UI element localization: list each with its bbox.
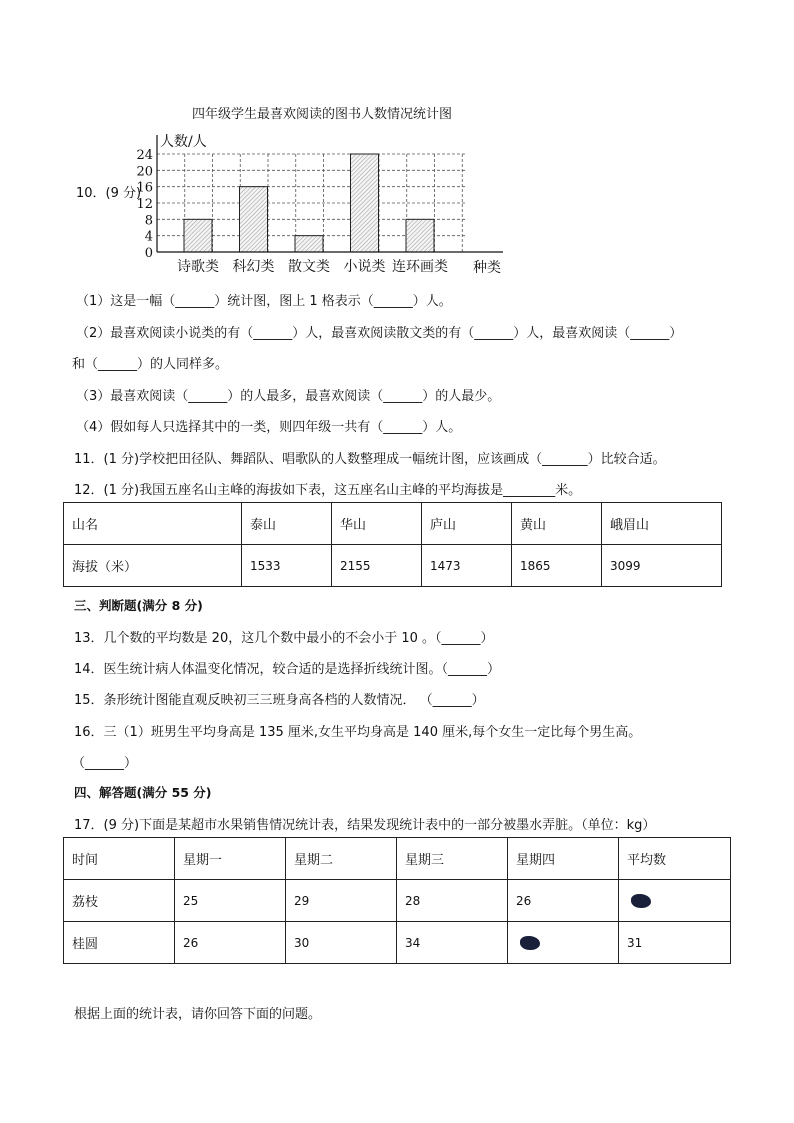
q17-text: 17．(9 分)下面是某超市水果销售情况统计表，结果发现统计表中的一部分被墨水弄脏。（单位：kg） bbox=[74, 818, 656, 833]
table-cell: 星期三 bbox=[397, 838, 508, 880]
q10-sub4: （4）假如每人只选择其中的一类，则四年级一共有（______）人。 bbox=[76, 420, 462, 435]
table-cell: 星期二 bbox=[286, 838, 397, 880]
table-cell: 2155 bbox=[332, 545, 422, 587]
category-label: 诗歌类 bbox=[177, 259, 219, 275]
section-4-heading: 四、解答题(满分 55 分) bbox=[74, 785, 212, 800]
table-row bbox=[64, 922, 731, 964]
table-cell: 28 bbox=[397, 880, 508, 922]
q11: 11．(1 分)学校把田径队、舞蹈队、唱歌队的人数整理成一幅统计图，应该画成（_______）比较合适。 bbox=[74, 452, 666, 467]
y-tick-label: 16 bbox=[136, 180, 153, 196]
chart-ylabel: 人数/人 bbox=[160, 134, 207, 150]
q16-line2: （______） bbox=[72, 756, 138, 771]
chart-category-labels bbox=[177, 258, 448, 275]
q14: 14．医生统计病人体温变化情况，较合适的是选择折线统计图。（______） bbox=[74, 662, 501, 677]
q16-line1: 16．三（1）班男生平均身高是 135 厘米,女生平均身高是 140 厘米,每个女生一定比每个男生高。 bbox=[74, 725, 642, 740]
q12-text: 12．(1 分)我国五座名山主峰的海拔如下表，这五座名山主峰的平均海拔是________米。 bbox=[74, 483, 582, 498]
y-tick-label: 20 bbox=[136, 164, 153, 180]
table-cell: 庐山 bbox=[422, 503, 512, 545]
y-tick-label: 4 bbox=[144, 229, 153, 245]
bar-诗歌类 bbox=[184, 219, 212, 252]
chart-tick-labels bbox=[136, 148, 153, 261]
ink-blot-icon bbox=[631, 894, 651, 908]
q10-sub1: （1）这是一幅（______）统计图，图上 1 格表示（______）人。 bbox=[76, 294, 452, 309]
table-cell: 星期一 bbox=[175, 838, 286, 880]
table-cell: 3099 bbox=[602, 545, 722, 587]
y-tick-label: 0 bbox=[144, 246, 153, 261]
category-label: 小说类 bbox=[343, 259, 386, 275]
q15: 15．条形统计图能直观反映初三三班身高各档的人数情况． （______） bbox=[74, 693, 485, 708]
table-cell: 34 bbox=[397, 922, 508, 964]
table-cell: 29 bbox=[286, 880, 397, 922]
table-cell: 26 bbox=[175, 922, 286, 964]
category-label: 连环画类 bbox=[392, 259, 448, 275]
q10-number: 10．(9 分) bbox=[76, 186, 142, 201]
y-tick-label: 12 bbox=[136, 197, 153, 212]
table-cell: 1533 bbox=[242, 545, 332, 587]
table-cell: 1473 bbox=[422, 545, 512, 587]
q10-sub2a: （2）最喜欢阅读小说类的有（______）人，最喜欢阅读散文类的有（______）人，最喜欢阅读（______） bbox=[76, 326, 683, 341]
table-cell: 峨眉山 bbox=[602, 503, 722, 545]
table-cell: 平均数 bbox=[619, 838, 731, 880]
table-cell: 1865 bbox=[512, 545, 602, 587]
fruit-sales-table bbox=[63, 837, 731, 964]
bar-科幻类 bbox=[240, 187, 268, 252]
table-cell: 25 bbox=[175, 880, 286, 922]
table-cell: 山名 bbox=[64, 503, 242, 545]
table-cell: 海拔（米） bbox=[64, 545, 242, 587]
y-tick-label: 8 bbox=[144, 213, 153, 229]
y-tick-label: 24 bbox=[136, 148, 153, 163]
q13: 13．几个数的平均数是 20，这几个数中最小的不会小于 10 。（______） bbox=[74, 631, 494, 646]
table-cell: 泰山 bbox=[242, 503, 332, 545]
bar-连环画类 bbox=[406, 219, 434, 252]
table-row bbox=[64, 838, 731, 880]
q17-after-text: 根据上面的统计表，请你回答下面的问题。 bbox=[74, 1007, 322, 1022]
table-cell: 桂圆 bbox=[64, 922, 175, 964]
table-cell bbox=[619, 880, 731, 922]
table-cell: 26 bbox=[508, 880, 619, 922]
ink-blot-icon bbox=[520, 936, 540, 950]
table-cell: 30 bbox=[286, 922, 397, 964]
table-row bbox=[64, 880, 731, 922]
chart-title: 四年级学生最喜欢阅读的图书人数情况统计图 bbox=[191, 107, 453, 122]
table-cell: 华山 bbox=[332, 503, 422, 545]
table-cell: 时间 bbox=[64, 838, 175, 880]
table-cell: 荔枝 bbox=[64, 880, 175, 922]
chart-xlabel: 种类 bbox=[473, 260, 501, 276]
bar-散文类 bbox=[295, 236, 323, 252]
table-cell: 星期四 bbox=[508, 838, 619, 880]
category-label: 散文类 bbox=[288, 259, 330, 275]
q10-sub3: （3）最喜欢阅读（______）的人最多，最喜欢阅读（______）的人最少。 bbox=[76, 389, 501, 404]
table-cell: 黄山 bbox=[512, 503, 602, 545]
mountain-table bbox=[63, 502, 722, 587]
table-row bbox=[64, 503, 722, 545]
category-label: 科幻类 bbox=[232, 259, 275, 275]
q10-sub2b: 和（______）的人同样多。 bbox=[72, 357, 229, 372]
table-cell: 31 bbox=[619, 922, 731, 964]
section-3-heading: 三、判断题(满分 8 分) bbox=[74, 598, 203, 613]
table-cell bbox=[508, 922, 619, 964]
bar-小说类 bbox=[351, 154, 379, 252]
table-row bbox=[64, 545, 722, 587]
